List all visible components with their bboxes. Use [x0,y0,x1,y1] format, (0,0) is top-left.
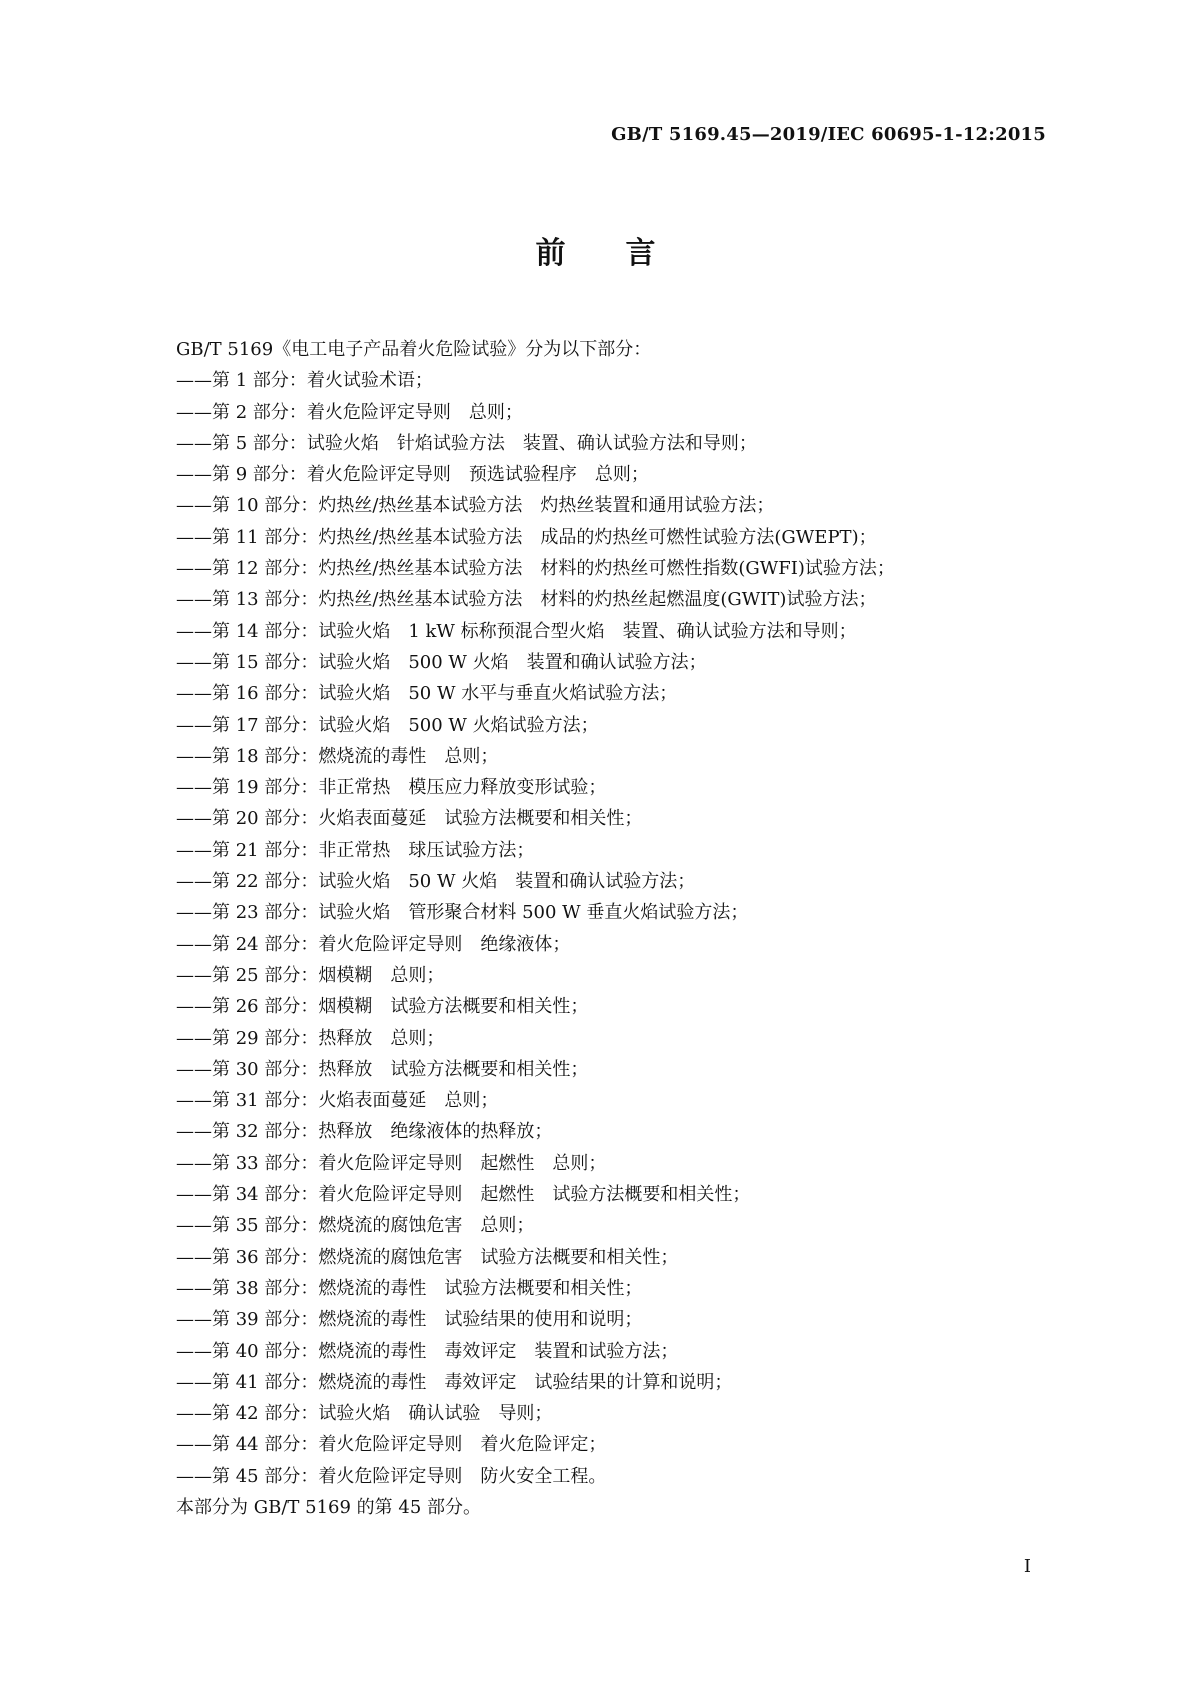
list-item: ——第 15 部分：试验火焰 500 W 火焰 装置和确认试验方法； [176,651,707,673]
list-item: ——第 20 部分：火焰表面蔓延 试验方法概要和相关性； [176,808,643,830]
closing-paragraph: 本部分为 GB/T 5169 的第 45 部分。 [176,1496,481,1518]
list-item: ——第 36 部分：燃烧流的腐蚀危害 试验方法概要和相关性； [176,1246,679,1268]
list-item: ——第 16 部分：试验火焰 50 W 水平与垂直火焰试验方法； [176,683,678,705]
list-item: ——第 42 部分：试验火焰 确认试验 导则； [176,1403,553,1425]
parts-list [176,365,1056,1492]
list-item: ——第 33 部分：着火危险评定导则 起燃性 总则； [176,1152,607,1174]
list-item: ——第 18 部分：燃烧流的毒性 总则； [176,745,499,767]
list-item: ——第 5 部分：试验火焰 针焰试验方法 装置、确认试验方法和导则； [176,432,757,454]
list-item: ——第 34 部分：着火危险评定导则 起燃性 试验方法概要和相关性； [176,1184,751,1206]
list-item: ——第 10 部分：灼热丝/热丝基本试验方法 灼热丝装置和通用试验方法； [176,495,775,517]
list-item: ——第 31 部分：火焰表面蔓延 总则； [176,1090,499,1112]
list-item: ——第 32 部分：热释放 绝缘液体的热释放； [176,1121,553,1143]
list-item: ——第 21 部分：非正常热 球压试验方法； [176,839,535,861]
list-item: ——第 25 部分：烟模糊 总则； [176,964,445,986]
list-item: ——第 39 部分：燃烧流的毒性 试验结果的使用和说明； [176,1309,643,1331]
list-item: ——第 41 部分：燃烧流的毒性 毒效评定 试验结果的计算和说明； [176,1371,733,1393]
list-item: ——第 17 部分：试验火焰 500 W 火焰试验方法； [176,714,599,736]
list-item: ——第 11 部分：灼热丝/热丝基本试验方法 成品的灼热丝可燃性试验方法(GWEPT)； [176,526,877,548]
list-item: ——第 2 部分：着火危险评定导则 总则； [176,401,523,423]
list-item: ——第 38 部分：燃烧流的毒性 试验方法概要和相关性； [176,1277,643,1299]
list-item: ——第 29 部分：热释放 总则； [176,1027,445,1049]
list-item: ——第 44 部分：着火危险评定导则 着火危险评定； [176,1434,607,1456]
standard-header: GB/T 5169.45—2019/IEC 60695-1-12:2015 [611,124,1046,145]
list-item: ——第 23 部分：试验火焰 管形聚合材料 500 W 垂直火焰试验方法； [176,902,749,924]
list-item: ——第 1 部分：着火试验术语； [176,370,433,392]
foreword-body [176,334,1056,1523]
list-item: ——第 9 部分：着火危险评定导则 预选试验程序 总则； [176,464,649,486]
page-title: 前言 [535,236,716,271]
list-item: ——第 26 部分：烟模糊 试验方法概要和相关性； [176,996,589,1018]
list-item: ——第 12 部分：灼热丝/热丝基本试验方法 材料的灼热丝可燃性指数(GWFI)试验方法； [176,558,895,580]
list-item: ——第 13 部分：灼热丝/热丝基本试验方法 材料的灼热丝起燃温度(GWIT)试验方法； [176,589,877,611]
list-item: ——第 40 部分：燃烧流的毒性 毒效评定 装置和试验方法； [176,1340,679,1362]
list-item: ——第 24 部分：着火危险评定导则 绝缘液体； [176,933,571,955]
list-item: ——第 14 部分：试验火焰 1 kW 标称预混合型火焰 装置、确认试验方法和导则； [176,620,857,642]
list-item: ——第 45 部分：着火危险评定导则 防火安全工程。 [176,1465,607,1487]
list-item: ——第 30 部分：热释放 试验方法概要和相关性； [176,1058,589,1080]
intro-paragraph: GB/T 5169《电工电子产品着火危险试验》分为以下部分： [176,339,652,360]
page-number: I [1023,1556,1031,1577]
list-item: ——第 22 部分：试验火焰 50 W 火焰 装置和确认试验方法； [176,871,696,893]
list-item: ——第 35 部分：燃烧流的腐蚀危害 总则； [176,1215,535,1237]
list-item: ——第 19 部分：非正常热 模压应力释放变形试验； [176,777,607,799]
